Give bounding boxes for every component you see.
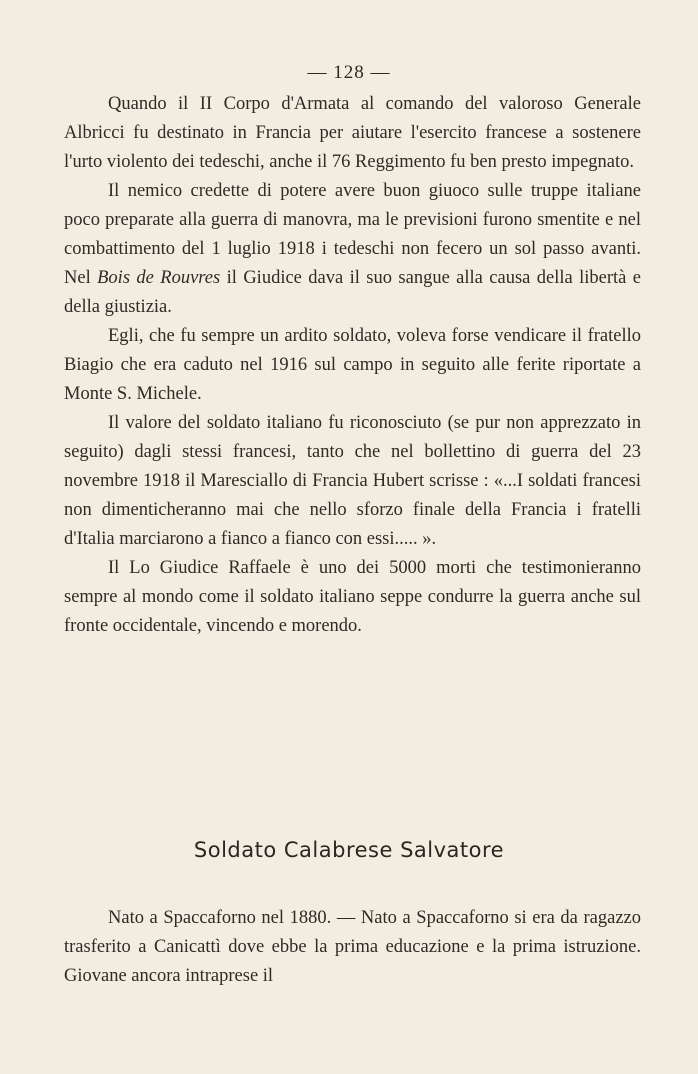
paragraph-1: Quando il II Corpo d'Armata al comando del valoroso Generale Albricci fu destinato in Francia per aiutare l'esercito francese a sostenere l'urto violento dei tedeschi, anche il 76 Reggimento fu ben presto impegnato. (64, 94, 641, 172)
page-number: — 128 — (307, 62, 391, 83)
paragraph-2-part-a: Il nemico credette di potere avere buon giuoco sulle truppe italiane poco preparate alla guerra di manovra, ma le previsioni furono smentite e nel combattimento del 1 luglio 1918 i tedeschi non fecero un sol passo avanti. Nel (64, 181, 641, 288)
paragraph-5: Il Lo Giudice Raffaele è uno dei 5000 morti che testimonieranno sempre al mondo come il soldato italiano seppe condurre la guerra anche sul fronte occidentale, vincendo e morendo. (64, 558, 641, 636)
section-heading: Soldato Calabrese Salvatore (193, 838, 505, 862)
main-text (64, 90, 641, 641)
place-name-italic: Bois de Rouvres (97, 268, 221, 288)
paragraph-2 (64, 177, 641, 322)
paragraph-4: Il valore del soldato italiano fu riconosciuto (se pur non apprezzato in seguito) dagli stessi francesi, tanto che nel bollettino di guerra del 23 novembre 1918 il Maresciallo di Francia Hubert scrisse : «...I soldati francesi non dimenticheranno mai che nello sforzo finale della Francia i fratelli d'Italia marciarono a fianco a fianco con essi..... ». (64, 413, 641, 549)
paragraph-3: Egli, che fu sempre un ardito soldato, voleva forse vendicare il fratello Biagio che era caduto nel 1916 sul campo in seguito alle ferite riportate a Monte S. Michele. (64, 326, 641, 404)
section-paragraph-1: Nato a Spaccaforno nel 1880. — Nato a Spaccaforno si era da ragazzo trasferito a Canicattì dove ebbe la prima educazione e la prima istruzione. Giovane ancora intraprese il (64, 908, 641, 986)
section-text (64, 904, 641, 991)
paragraph-2-part-b: il Giudice dava il suo sangue alla causa della libertà e della giustizia. (64, 268, 641, 317)
